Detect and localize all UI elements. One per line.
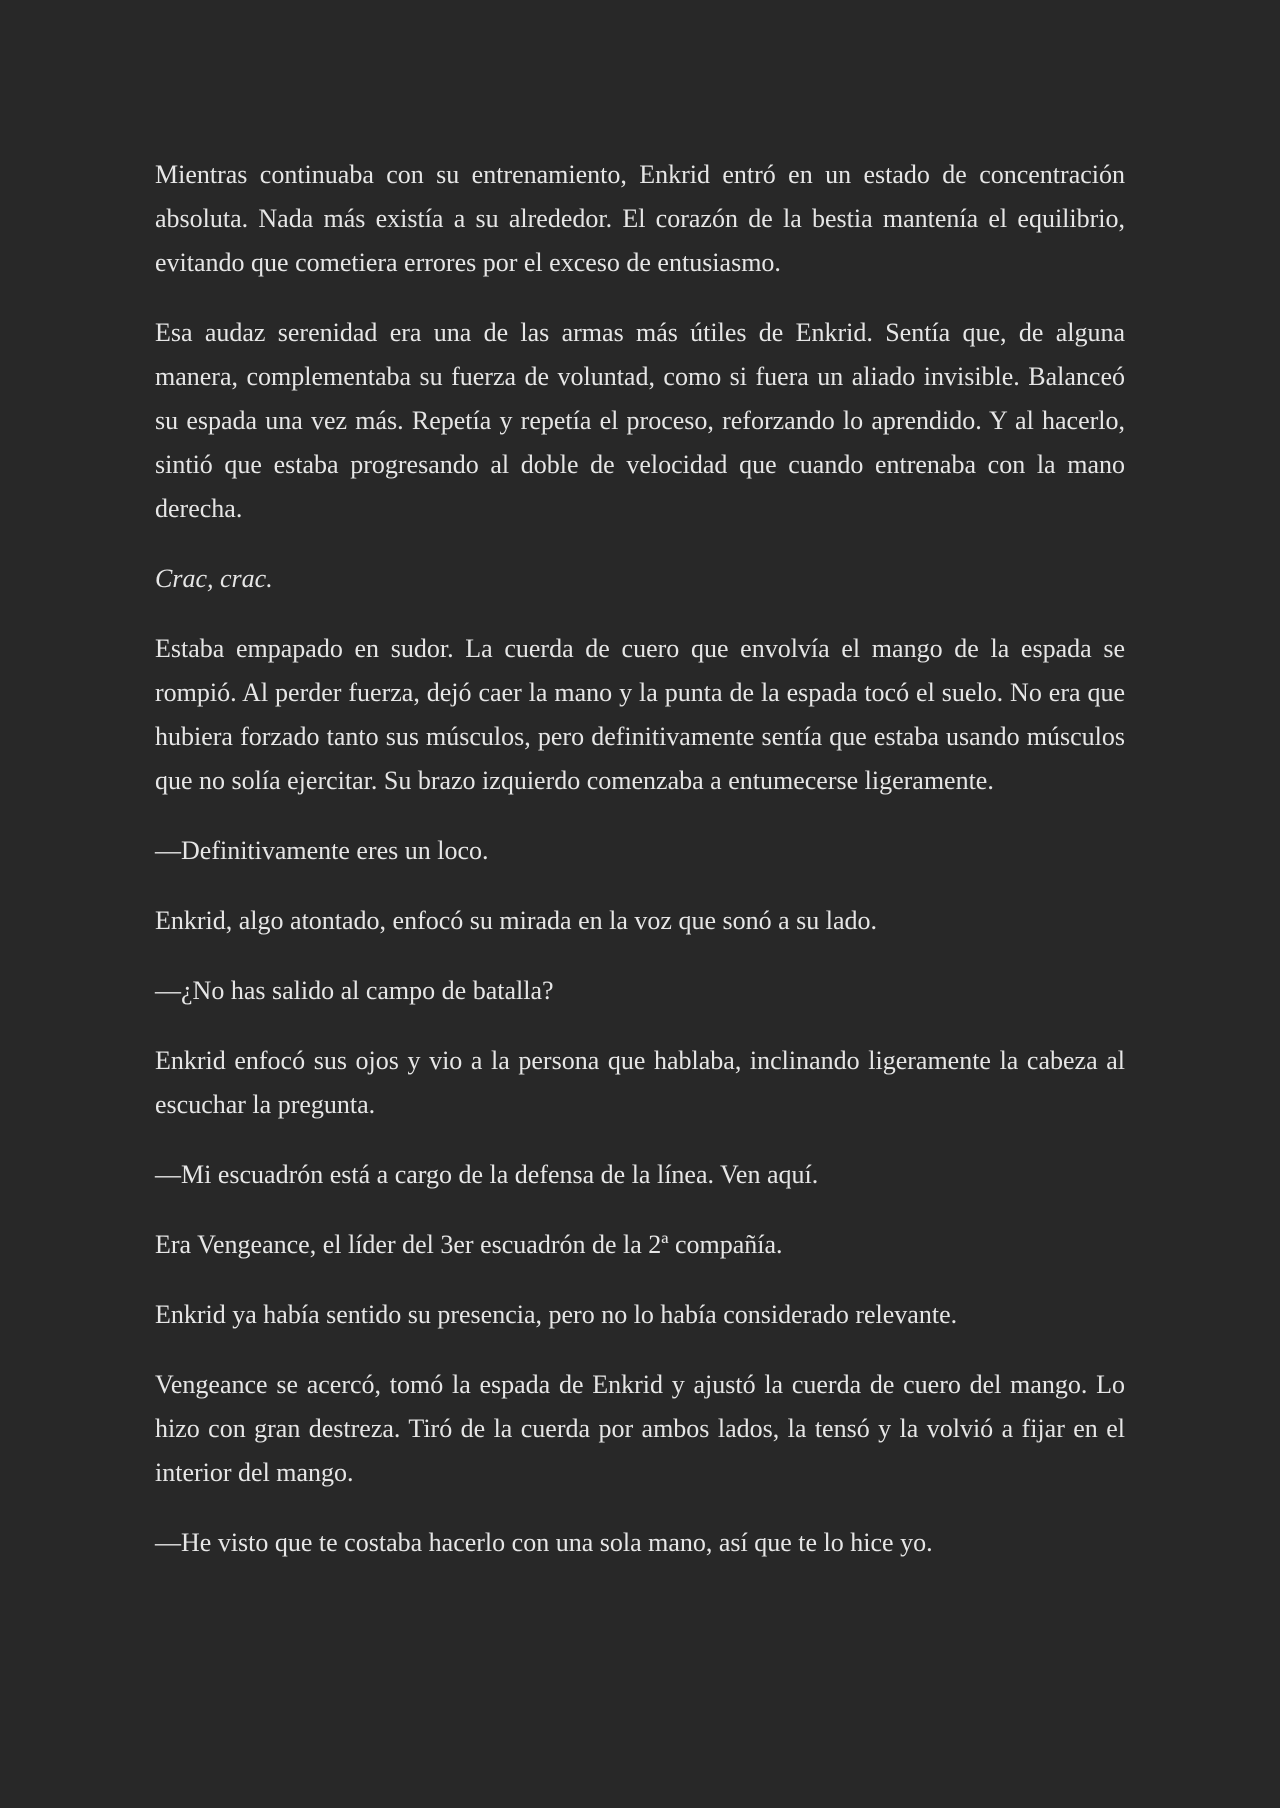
sound-effect-paragraph: Crac, crac.: [155, 564, 273, 593]
paragraph: Enkrid enfocó sus ojos y vio a la persona que hablaba, inclinando ligeramente la cabeza al escuchar la pregunta.: [155, 1046, 1125, 1119]
dialogue-line: —Mi escuadrón está a cargo de la defensa de la línea. Ven aquí.: [155, 1160, 819, 1189]
paragraph: Estaba empapado en sudor. La cuerda de cuero que envolvía el mango de la espada se rompió. Al perder fuerza, dejó caer la mano y la punta de la espada tocó el suelo. No era que hubiera forzado tanto sus músculos, pero definitivamente sentía que estaba usando músculos que no solía ejercitar. Su brazo izquierdo comenzaba a entumecerse ligeramente.: [155, 634, 1125, 795]
paragraph: Enkrid, algo atontado, enfocó su mirada en la voz que sonó a su lado.: [155, 906, 878, 935]
paragraph: Esa audaz serenidad era una de las armas más útiles de Enkrid. Sentía que, de alguna manera, complementaba su fuerza de voluntad, como si fuera un aliado invisible. Balanceó su espada una vez más. Repetía y repetía el proceso, reforzando lo aprendido. Y al hacerlo, sintió que estaba progresando al doble de velocidad que cuando entrenaba con la mano derecha.: [155, 318, 1125, 523]
dialogue-line: —Definitivamente eres un loco.: [155, 836, 489, 865]
paragraph: Vengeance se acercó, tomó la espada de Enkrid y ajustó la cuerda de cuero del mango. Lo hizo con gran destreza. Tiró de la cuerda por ambos lados, la tensó y la volvió a fijar en el interior del mango.: [155, 1370, 1125, 1487]
document-page: [155, 153, 1125, 1591]
dialogue-line: —He visto que te costaba hacerlo con una sola mano, así que te lo hice yo.: [155, 1528, 933, 1557]
paragraph: Enkrid ya había sentido su presencia, pero no lo había considerado relevante.: [155, 1300, 958, 1329]
paragraph: Mientras continuaba con su entrenamiento, Enkrid entró en un estado de concentración absoluta. Nada más existía a su alrededor. El corazón de la bestia mantenía el equilibrio, evitando que cometiera errores por el exceso de entusiasmo.: [155, 160, 1125, 277]
paragraph: Era Vengeance, el líder del 3er escuadrón de la 2ª compañía.: [155, 1230, 783, 1259]
dialogue-line: —¿No has salido al campo de batalla?: [155, 976, 554, 1005]
